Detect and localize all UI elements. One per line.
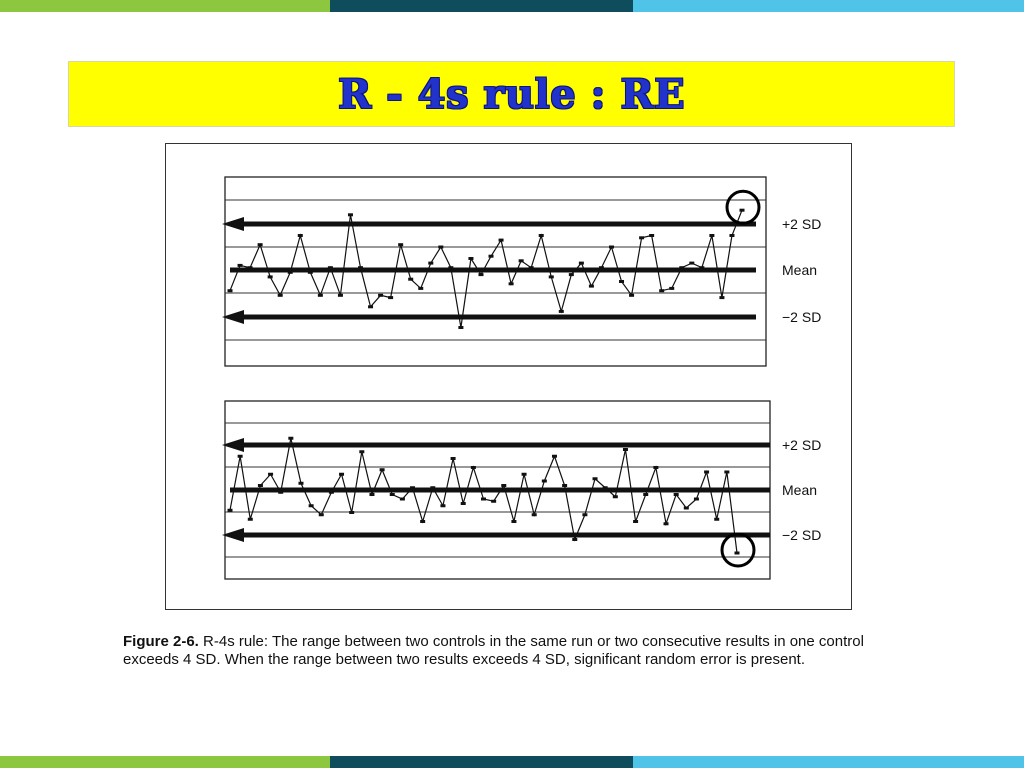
chart2-data-point — [674, 493, 679, 496]
chart2-data-point — [430, 486, 435, 489]
caption-text: R-4s rule: The range between two controls in the same run or two consecutive results in one control exceeds 4 SD. When the range between two results exceeds 4 SD, significant random error is present. — [123, 633, 864, 668]
figure-caption — [123, 633, 913, 669]
stripe-segment-green — [0, 756, 330, 768]
chart1-data-point — [298, 234, 303, 237]
chart2-data-point — [268, 473, 273, 476]
chart1-data-point — [268, 275, 273, 278]
chart1-data-point — [408, 278, 413, 281]
chart2-data-point — [471, 466, 476, 469]
chart2-data-point — [349, 511, 354, 514]
chart2-data-point — [643, 493, 648, 496]
chart1-data-point — [238, 264, 243, 267]
chart1-data-point — [258, 243, 263, 246]
chart2-data-point — [359, 450, 364, 453]
chart1-data-point — [448, 266, 453, 269]
chart1-data-point — [509, 282, 514, 285]
chart2-data-point — [278, 491, 283, 494]
chart2-data-point — [572, 538, 577, 541]
chart2-label-minus2: −2 SD — [782, 527, 822, 543]
chart2-data-point — [714, 518, 719, 521]
chart1-data-point — [519, 259, 524, 262]
chart1-data-point — [338, 294, 343, 297]
chart2-data-point — [501, 484, 506, 487]
chart1-data-point — [689, 262, 694, 265]
chart2-data-point — [623, 448, 628, 451]
chart1-data-point — [288, 271, 293, 274]
chart1-data-point — [699, 266, 704, 269]
chart2-data-point — [532, 513, 537, 516]
chart2-data-point — [724, 471, 729, 474]
chart2-data-point — [248, 518, 253, 521]
chart1-data-point — [328, 266, 333, 269]
chart2-data-point — [664, 522, 669, 525]
chart2-data-point — [461, 502, 466, 505]
chart1-data-point — [549, 275, 554, 278]
chart2-data-point — [380, 468, 385, 471]
chart1-data-point — [478, 273, 483, 276]
chart1-data-point — [729, 234, 734, 237]
chart1-data-point — [489, 255, 494, 258]
chart2-data-point — [704, 471, 709, 474]
chart2-data-point — [511, 520, 516, 523]
chart2-data-point — [238, 455, 243, 458]
chart2-data-point — [390, 493, 395, 496]
chart2-data-point — [420, 520, 425, 523]
chart2-data-point — [451, 457, 456, 460]
chart1-data-point — [649, 234, 654, 237]
chart1-data-point — [358, 266, 363, 269]
chart1-data-point — [228, 289, 233, 292]
chart2-data-point — [298, 482, 303, 485]
chart2-data-point — [309, 504, 314, 507]
chart1-data-point — [318, 294, 323, 297]
chart2-data-point — [440, 504, 445, 507]
chart2-data-point — [339, 473, 344, 476]
chart1-data-point — [740, 209, 745, 212]
chart1-label-mean: Mean — [782, 262, 818, 278]
chart1-rule-violation-circle — [727, 191, 759, 223]
chart2-data-point — [694, 498, 699, 501]
chart1-data-point — [659, 289, 664, 292]
chart1-data-point — [308, 271, 313, 274]
chart2-data-point — [522, 473, 527, 476]
chart1-data-point — [368, 305, 373, 308]
chart2-data-point — [481, 498, 486, 501]
chart1-data-point — [559, 310, 564, 313]
chart1-data-point — [599, 266, 604, 269]
chart1-data-point — [719, 296, 724, 299]
chart1-data-point — [468, 257, 473, 260]
chart1-data-point — [679, 266, 684, 269]
chart1-data-point — [669, 287, 674, 290]
chart2-data-point — [228, 509, 233, 512]
chart2-data-point — [562, 484, 567, 487]
chart2-data-point — [491, 500, 496, 503]
chart2-data-point — [582, 513, 587, 516]
chart1-data-point — [589, 285, 594, 288]
chart1-data-point — [388, 296, 393, 299]
chart1-label-minus2: −2 SD — [782, 309, 822, 325]
chart2-data-point — [735, 552, 740, 555]
chart1-label-plus2: +2 SD — [782, 216, 822, 232]
chart2-data-point — [369, 493, 374, 496]
chart1-data-point — [398, 243, 403, 246]
chart1-data-point — [609, 246, 614, 249]
chart1-data-point — [458, 326, 463, 329]
stripe-segment-navy — [330, 756, 633, 768]
chart1-data-point — [629, 294, 634, 297]
chart1-data-point — [709, 234, 714, 237]
chart1-data-point — [619, 280, 624, 283]
chart2-data-point — [288, 437, 293, 440]
chart2-data-point — [329, 491, 334, 494]
chart2-data-point — [410, 486, 415, 489]
chart2-rule-violation-circle — [722, 534, 754, 566]
chart1-data-point — [639, 236, 644, 239]
chart1-data-point — [278, 294, 283, 297]
chart1-data-point — [579, 262, 584, 265]
chart2-data-point — [258, 484, 263, 487]
chart2-data-point — [552, 455, 557, 458]
chart2-data-point — [593, 477, 598, 480]
chart2-data-point — [400, 498, 405, 501]
chart2-data-point — [542, 480, 547, 483]
stripe-segment-cyan — [633, 756, 1024, 768]
chart1-data-point — [428, 262, 433, 265]
bottom-color-stripe — [0, 756, 1024, 768]
chart1-data-point — [348, 213, 353, 216]
chart2-data-point — [633, 520, 638, 523]
chart1-data-point — [438, 246, 443, 249]
chart2-data-point — [684, 507, 689, 510]
chart1-data-point — [378, 294, 383, 297]
chart1-data-point — [539, 234, 544, 237]
chart1-data-point — [529, 266, 534, 269]
chart1-data-point — [499, 239, 504, 242]
chart2-data-point — [319, 513, 324, 516]
chart2-label-plus2: +2 SD — [782, 437, 822, 453]
slide-title: R - 4s rule : RE — [337, 70, 686, 118]
chart2-label-mean: Mean — [782, 482, 818, 498]
chart1-data-point — [418, 287, 423, 290]
chart2-data-point — [613, 495, 618, 498]
chart1-data-point — [569, 273, 574, 276]
chart1-data-point — [248, 266, 253, 269]
chart2-data-point — [653, 466, 658, 469]
caption-label: Figure 2-6. — [123, 633, 199, 650]
chart2-data-point — [603, 486, 608, 489]
